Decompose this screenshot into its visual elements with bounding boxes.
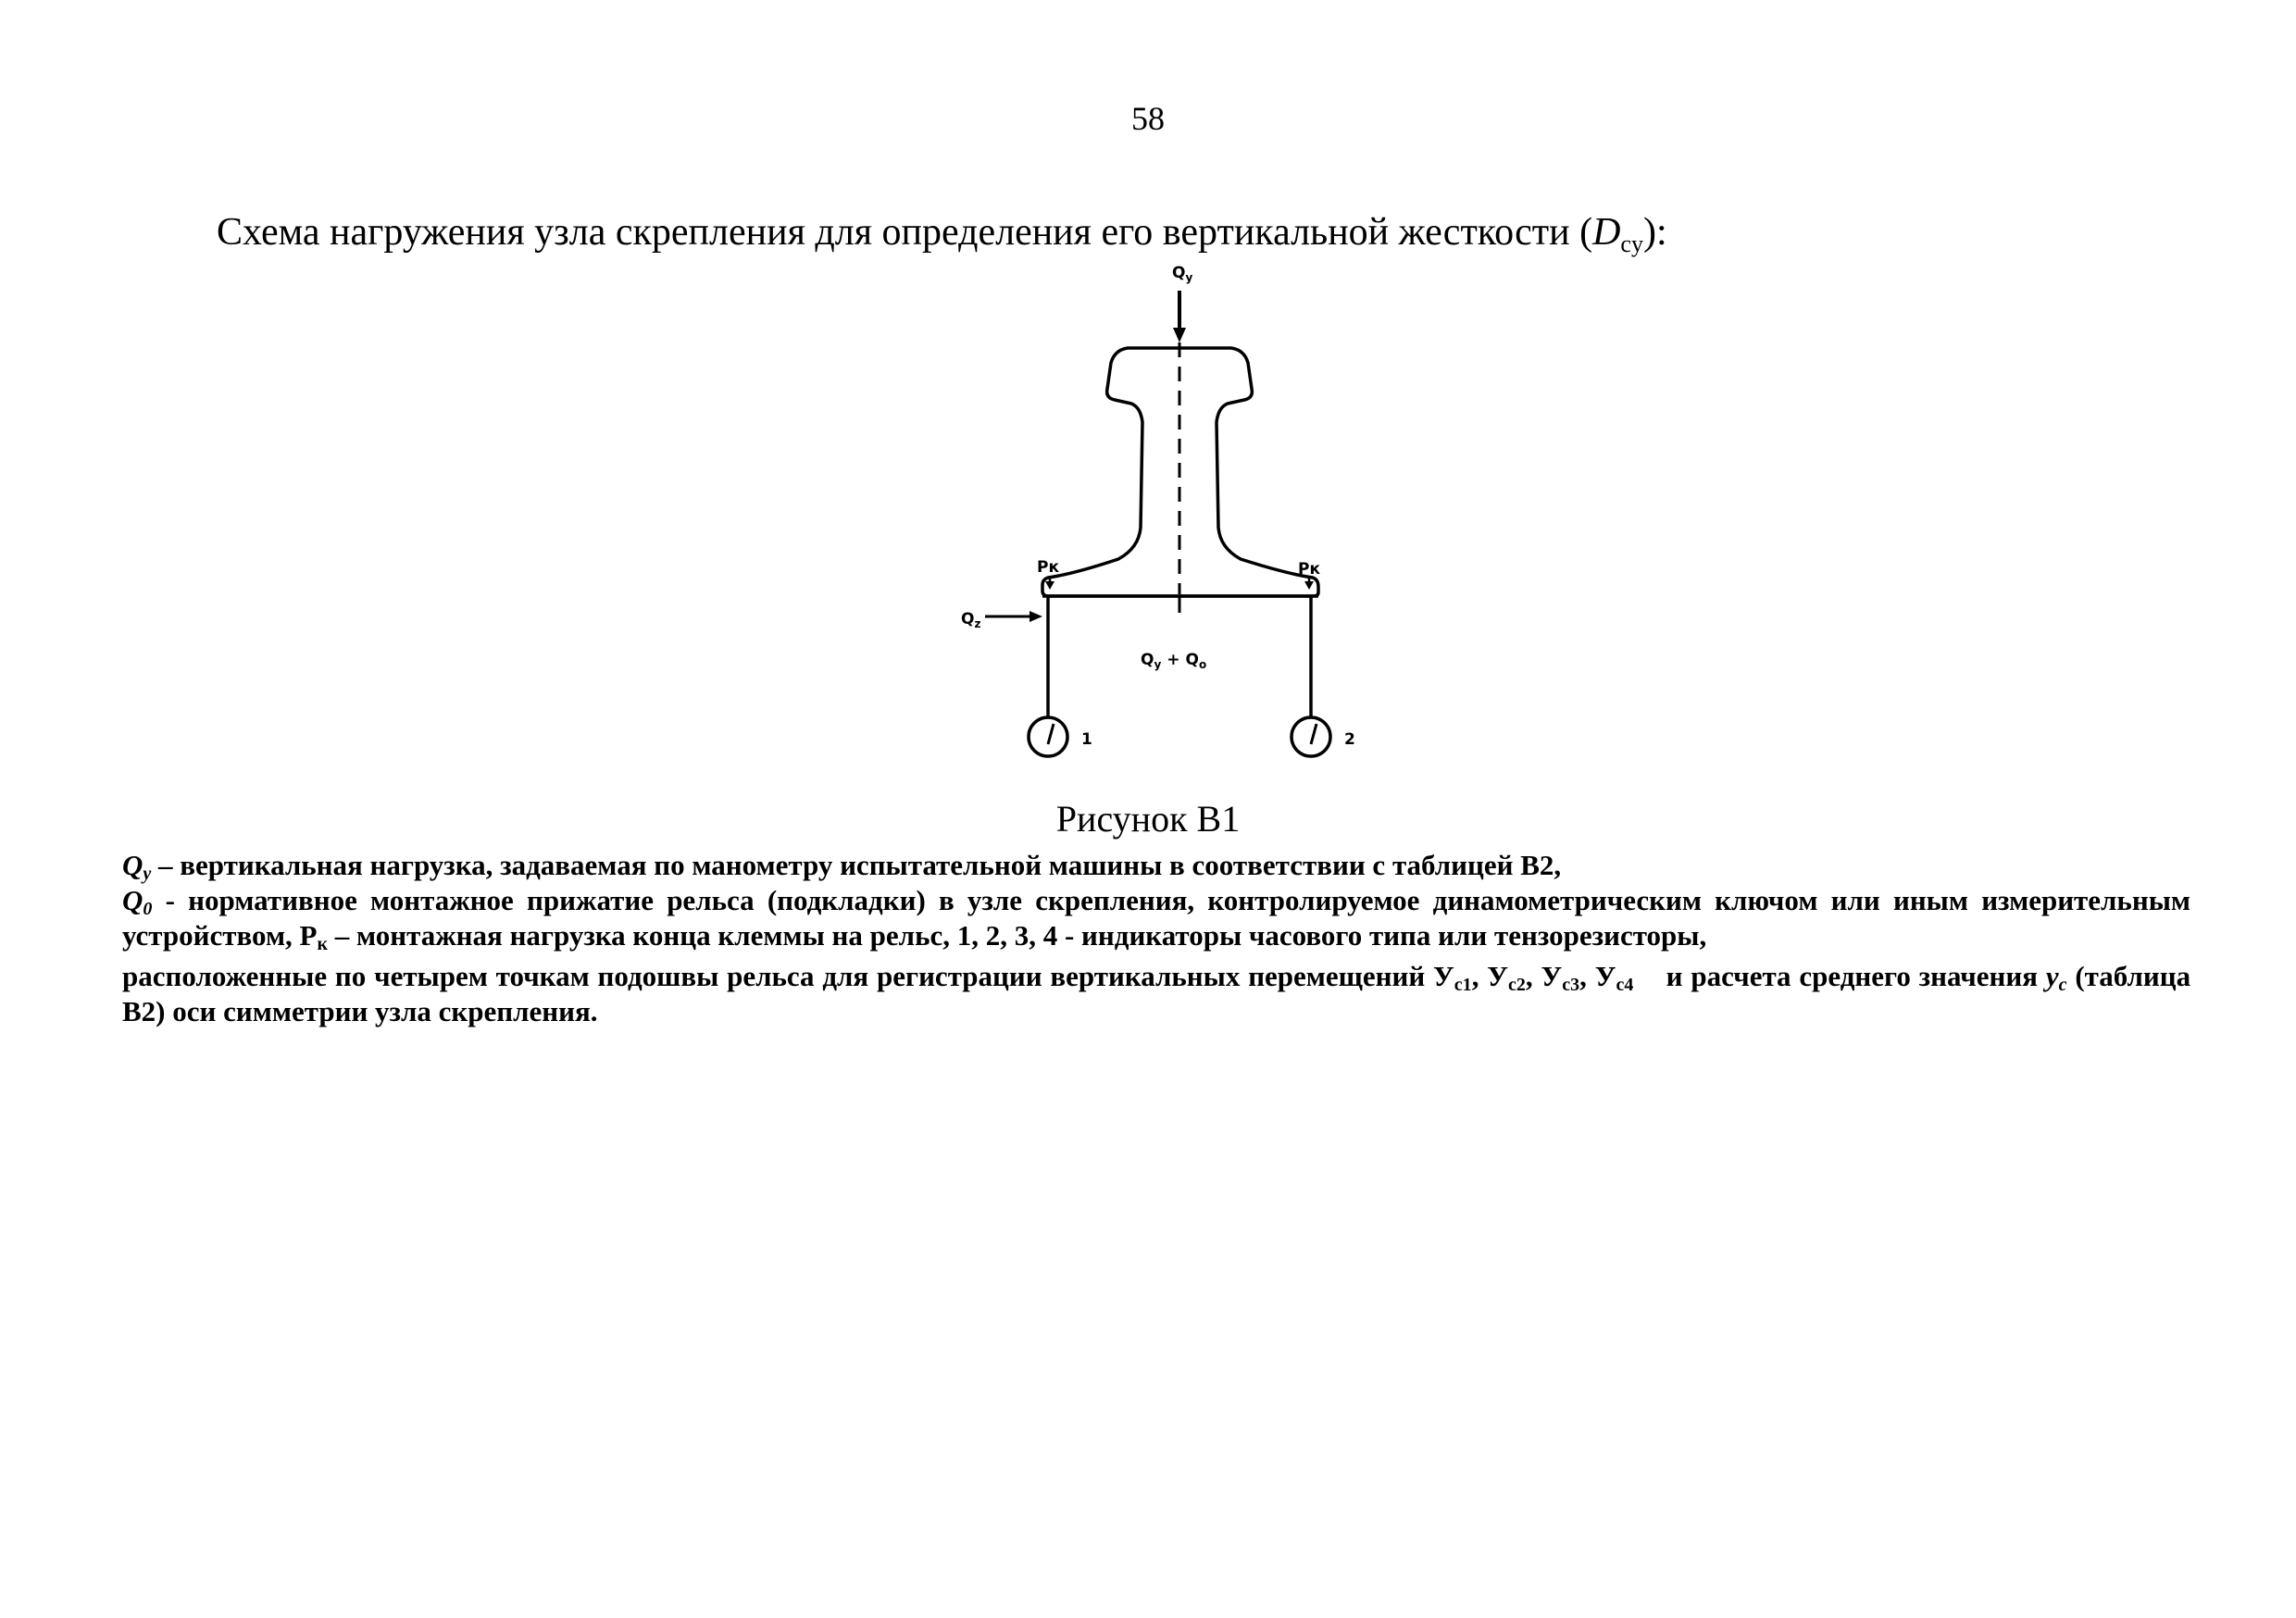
yc3-symbol: $У_{c3}$ — [1541, 960, 1580, 995]
figure-heading — [217, 209, 1667, 255]
rail-loading-scheme-svg — [926, 250, 1426, 787]
legend-q0 — [122, 883, 2190, 953]
pk-left-label: Pк — [1037, 558, 1059, 577]
pk-description: – монтажная нагрузка конца клеммы на рельс, 1, 2, 3, 4 - индикаторы часового типа или тензорезисторы, — [334, 919, 1707, 952]
indicator-1-needle — [1048, 724, 1054, 744]
pk-left-arrow-head — [1045, 581, 1054, 590]
pk-subscript: к — [317, 934, 329, 954]
figure-caption: Рисунок В1 — [1055, 798, 1241, 840]
indicator-2-label: 2 — [1344, 730, 1355, 749]
pk-right-label: Pк — [1298, 560, 1320, 579]
yc-symbol: $y_c$ — [2045, 960, 2067, 995]
qy-symbol: $Q_y$ — [122, 849, 152, 884]
mean-value-end: (таблица В2) оси симметрии узла скрепления. — [122, 960, 2191, 1027]
heading-symbol: D — [1592, 211, 1621, 254]
figure-legend — [122, 848, 2190, 1029]
q0-symbol: $Q_0$ — [122, 884, 153, 919]
indicator-2-needle — [1311, 724, 1316, 744]
qz-label: $Q_z$ — [961, 610, 981, 630]
indicators-text-end: и расчета среднего — [1666, 960, 1911, 992]
qy-qo-label: $Q_y + Q_o$ — [1141, 651, 1207, 671]
page-number: 58 — [1131, 100, 1165, 137]
qy-arrow-head — [1173, 328, 1186, 342]
qy-description: – вертикальная нагрузка, задаваемая по манометру испытательной машины в соответствии с таблицей В2, — [158, 849, 1562, 881]
legend-qy — [122, 848, 2190, 883]
indicators-text: расположенные по четырем точкам подошвы рельса для регистрации вертикальных перемещений — [122, 960, 1426, 992]
heading-text: Схема нагружения узла скрепления для определения его вертикальной жесткости ( — [217, 211, 1593, 254]
yc4-symbol: $У_{c4}$ — [1594, 960, 1634, 995]
indicator-1-dial — [1029, 717, 1067, 756]
q0-description: - нормативное монтажное прижатие рельса (подкладки) в узле скрепления, контролируемое динамометрическим ключом или иным измерительным устройством, P — [122, 884, 2191, 952]
yc1-symbol: $У_{c1}$ — [1433, 960, 1472, 995]
legend-indicators: расположенные по четырем точкам подошвы рельса для регистрации вертикальных перемещений $У_{c1}$, $У_{c2}$, $У_{c3}$, $У_{c4}$ и расчета среднего значения $y_c$ (таблица В2) оси симметрии узла скрепления. — [122, 960, 2191, 1027]
rail-fastening-diagram — [926, 250, 1426, 787]
qy-label: $Q_y$ — [1172, 264, 1193, 284]
heading-suffix: ): — [1642, 211, 1667, 254]
qz-arrow-head — [1029, 611, 1042, 622]
yc2-symbol: $У_{c2}$ — [1487, 960, 1526, 995]
pk-right-arrow-head — [1304, 581, 1314, 590]
mean-value-start: значения — [1918, 960, 2038, 992]
indicator-1-label: 1 — [1081, 730, 1092, 749]
indicator-2-dial — [1292, 717, 1330, 756]
heading-symbol-subscript: cy — [1620, 230, 1643, 257]
